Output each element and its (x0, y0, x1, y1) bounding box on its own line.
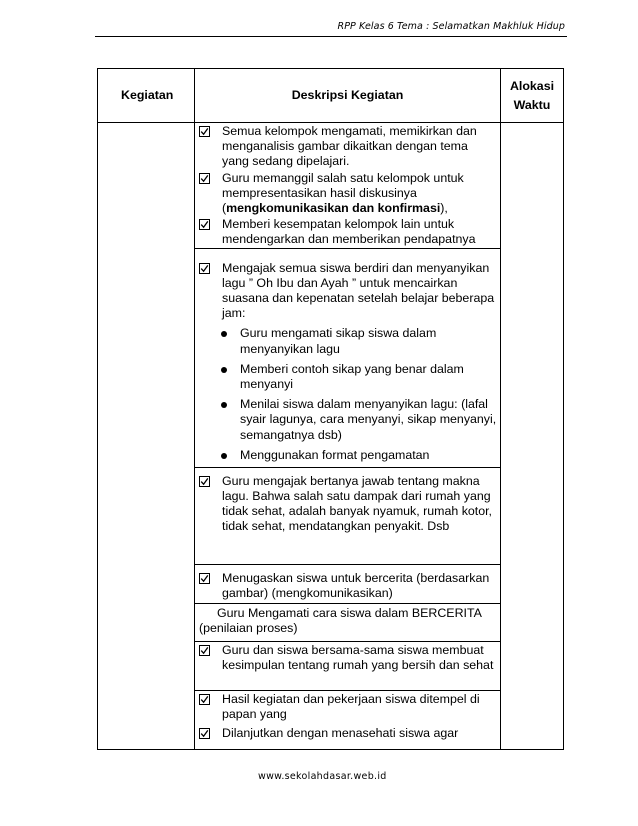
item-text: Dilanjutkan dengan menasehati siswa agar (222, 726, 459, 741)
list-item (199, 123, 500, 170)
item-text-bold: mengkomunikasikan dan konfirmasi (226, 201, 441, 216)
column-header-kegiatan: Kegiatan (98, 69, 195, 123)
column-header-deskripsi: Deskripsi Kegiatan (195, 69, 501, 123)
item-text: Semua kelompok mengamati, memikirkan dan menganalisis gambar dikaitkan dengan tema yang sedang dipelajari. (222, 124, 477, 169)
checkbox-icon (199, 476, 212, 487)
bullet-item (221, 397, 500, 443)
alokasi-line2: Waktu (513, 97, 551, 112)
list-item (199, 216, 500, 247)
checkbox-icon (199, 173, 212, 184)
checkbox-icon (199, 728, 212, 739)
item-text-tail: ), (440, 201, 448, 216)
item-text (222, 171, 500, 217)
column-header-alokasi (501, 69, 564, 123)
item-text: Menugaskan siswa untuk bercerita (berdasarkan gambar) (mengkomunikasikan) (222, 570, 490, 600)
footer-url: www.sekolahdasar.web.id (258, 771, 387, 782)
bullet-text: Guru mengamati sikap siswa dalam menyanyikan lagu (240, 326, 437, 356)
list-item (199, 170, 500, 217)
checkbox-icon (199, 126, 212, 137)
description-cell (195, 564, 501, 603)
list-item (199, 468, 500, 535)
list-item (199, 642, 500, 673)
description-cell (195, 603, 501, 641)
kegiatan-cell (98, 123, 195, 750)
bullet-text: Menggunakan format pengamatan (240, 447, 430, 462)
list-item (199, 255, 500, 322)
bullet-item (221, 448, 500, 463)
list-item (199, 565, 500, 601)
list-item (199, 691, 500, 722)
description-cell (195, 467, 501, 564)
running-header: RPP Kelas 6 Tema : Selamatkan Makhluk Hidup (337, 21, 565, 32)
checkbox-icon (199, 694, 212, 705)
bullet-text: Menilai siswa dalam menyanyikan lagu: (lafal syair lagunya, cara menyanyi, sikap menyanyi, semangatnya dsb) (240, 397, 497, 442)
alokasi-cell (501, 123, 564, 750)
item-text: Memberi kesempatan kelompok lain untuk mendengarkan dan memberikan pendapatnya (222, 217, 476, 247)
header-rule (95, 36, 567, 37)
table-header-row (98, 69, 564, 123)
list-item (199, 722, 500, 741)
observation-line: Guru Mengamati cara siswa dalam BERCERITA (217, 605, 482, 620)
item-text: Mengajak semua siswa berdiri dan menyanyikan lagu ” Oh Ibu dan Ayah ” untuk mencairkan suasana dan kepenatan setelah belajar beberapa jam: (222, 260, 495, 321)
description-cell (195, 248, 501, 467)
description-cell (195, 123, 501, 249)
table-row (98, 123, 564, 249)
bullet-item (221, 326, 500, 356)
bullet-icon (221, 331, 227, 337)
bullet-icon (221, 402, 227, 408)
item-text-main: Guru memanggil salah satu kelompok untuk mempresentasikan hasil diskusinya ( (222, 170, 464, 216)
checkbox-icon (199, 219, 212, 230)
alokasi-line1: Alokasi (509, 78, 555, 93)
activity-table (97, 68, 564, 750)
checkbox-icon (199, 645, 212, 656)
bullet-text: Memberi contoh sikap yang benar dalam menyanyi (240, 361, 464, 392)
bullet-icon (221, 367, 227, 373)
item-text: Guru dan siswa bersama-sama siswa membuat kesimpulan tentang rumah yang bersih dan sehat (222, 642, 494, 672)
bullet-item (221, 362, 500, 392)
checkbox-icon (199, 263, 212, 274)
checkbox-icon (199, 573, 212, 584)
bullet-icon (221, 453, 227, 459)
observation-note: (penilaian proses) (199, 620, 298, 635)
item-text: Guru mengajak bertanya jawab tentang makna lagu. Bahwa salah satu dampak dari rumah yang tidak sehat, adalah banyak nyamuk, rumah kotor, tidak sehat, mendatangkan penyakit. Dsb (222, 473, 492, 534)
item-text: Hasil kegiatan dan pekerjaan siswa ditempel di papan yang (222, 691, 480, 721)
description-cell (195, 690, 501, 749)
description-cell (195, 641, 501, 690)
